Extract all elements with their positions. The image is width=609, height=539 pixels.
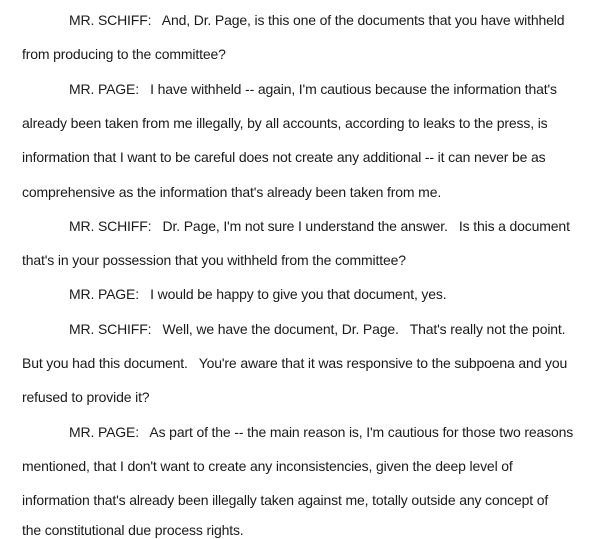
transcript-line: MR. SCHIFF: Dr. Page, I'm not sure I understand the answer. Is this a document [69, 218, 570, 234]
transcript-line: mentioned, that I don't want to create any inconsistencies, given the deep level of [22, 458, 513, 474]
transcript-line: MR. SCHIFF: Well, we have the document, Dr. Page. That's really not the point. [69, 321, 566, 337]
transcript-line: MR. PAGE: As part of the -- the main reason is, I'm cautious for those two reasons [69, 424, 574, 440]
transcript-line: refused to provide it? [22, 389, 150, 405]
transcript-line: MR. SCHIFF: And, Dr. Page, is this one of the documents that you have withheld [69, 12, 565, 28]
transcript-line: information that I want to be careful does not create any additional -- it can never be as [22, 149, 546, 165]
transcript-line: But you had this document. You're aware that it was responsive to the subpoena and you [22, 355, 568, 371]
transcript-line: from producing to the committee? [22, 46, 226, 62]
transcript-line: that's in your possession that you withheld from the committee? [22, 252, 406, 268]
transcript-line: the constitutional due process rights. [22, 522, 244, 538]
transcript-line: MR. PAGE: I have withheld -- again, I'm cautious because the information that's [69, 81, 557, 97]
transcript-line: MR. PAGE: I would be happy to give you that document, yes. [69, 286, 447, 302]
transcript-line: already been taken from me illegally, by all accounts, according to leaks to the press, is [22, 115, 548, 131]
transcript-line: comprehensive as the information that's already been taken from me. [22, 184, 442, 200]
transcript-line: information that's already been illegally taken against me, totally outside any concept of [22, 492, 549, 508]
